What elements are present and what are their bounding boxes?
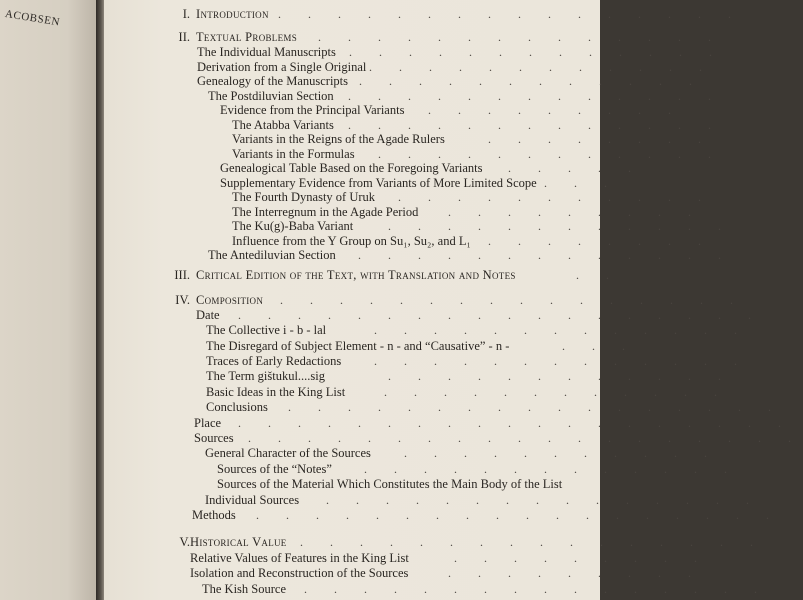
dot-leader: . . . [544,176,619,190]
dot-leader: . . . . . . . . . . . . . . . . [280,293,745,307]
toc-entry: Genealogy of the Manuscripts [197,74,349,88]
section-numeral-iii: III. [174,268,190,282]
dot-leader: . . . . . . . . . [454,551,709,565]
section-title-critical-edition: Critical Edition of the Text, with Translation and Notes [196,268,516,282]
section-numeral-ii: II. [178,30,190,44]
toc-entry: The Fourth Dynasty of Uruk [232,190,376,204]
toc-entry: The Disregard of Subject Element - n - and “Causative” - n - [206,339,510,353]
dot-leader: . . . . . . . . . . . . . . . . . . . [248,431,803,445]
dot-leader: . . . . . . . . . . . . [378,147,723,161]
toc-entry: The Ku(g)-Baba Variant [232,219,354,233]
toc-entry: The Term gištukul....sig [206,369,326,383]
dot-leader: . . . [562,339,637,353]
toc-entry: Place [194,416,222,430]
dot-leader: . . . . . . . . . . . . . . . . [278,7,743,21]
toc-entry: General Character of the Sources [205,446,371,460]
toc-entry: The Kish Source [202,582,287,596]
toc-entry: The Interregnum in the Agade Period [232,205,419,219]
dot-leader: . . . . . . . . . [448,566,703,580]
toc-entry: Isolation and Reconstruction of the Sources [190,566,409,580]
section-numeral-iv: IV. [175,293,190,307]
section-numeral-i: I. [182,7,190,21]
toc-entry: The Postdiluvian Section [208,89,334,103]
book-gutter [96,0,104,600]
dot-leader: . . . . . . . . . . . . . [374,323,749,337]
toc-entry: Traces of Early Redactions [206,354,342,368]
dot-leader: . . . . . . . . . . . . . . . [288,30,723,44]
toc-entry: Methods [192,508,236,522]
toc-entry: Conclusions [206,400,268,414]
toc-entry: The Atabba Variants [232,118,334,132]
left-page [0,0,96,600]
section-title-composition: Composition [196,293,264,307]
dot-leader: . . . . . . . . . . . . [388,369,733,383]
dot-leader: . . . . . . . . . . . . . . . . . [288,400,783,414]
dot-leader: . . . . . . . . . . . . [388,219,733,233]
toc-entry: The Antediluvian Section [208,248,336,262]
dot-leader: . . . . . [508,161,643,175]
dot-leader: . . . . . . . . . . . [398,190,713,204]
toc-entry: Individual Sources [205,493,300,507]
section-numeral-v: V. [179,535,190,549]
dot-leader: . . . . . . . . . [428,103,683,117]
dot-leader: . . [576,268,621,282]
dot-leader: . . . . . . . . . . . . . . . . . . [238,308,763,322]
dot-leader: . . . . . . . . . . . . . [374,354,749,368]
dot-leader: . . . . . . . . . . . . . [364,462,739,476]
section-title-textual-problems: Textual Problems [196,30,298,44]
dot-leader: . . . . . . . . . . . . . [358,248,733,262]
toc-entry: Genealogical Table Based on the Foregoing Variants [220,161,483,175]
running-head: ACOBSEN [4,8,61,29]
toc-entry: Relative Values of Features in the King List [190,551,409,565]
toc-entry: Sources of the Material Which Constitutes the Main Body of the List [217,477,563,491]
dot-leader: . . . . . . . . . . . . . . . . . . . [238,416,793,430]
toc-entry: Basic Ideas in the King List [206,385,346,399]
dot-leader: . . . . . . . . . . . . . . . . [300,535,765,549]
toc-entry: Evidence from the Principal Variants [220,103,405,117]
toc-entry: Sources of the “Notes” [217,462,332,476]
dot-leader: . . . . . . . . . . . . . . . . [304,582,769,596]
dot-leader: . . . . . . . . . . . . . [348,118,723,132]
toc-entry: Date [196,308,220,322]
dot-leader: . . . . . . . . [488,234,713,248]
toc-entry: Derivation from a Single Original [197,60,367,74]
toc-entry: The Individual Manuscripts [197,45,336,59]
toc-entry: Variants in the Reigns of the Agade Rulers [232,132,445,146]
dot-leader: . . . . . . . . . . . . [369,60,714,74]
toc-entry: Supplementary Evidence from Variants of More Limited Scope [220,176,537,190]
dot-leader: . . . . . . . . . . . . . . . . . . [256,508,781,522]
toc-entry: Sources [194,431,234,445]
section-title-introduction: Introduction [196,7,269,21]
dot-leader: . . . . . . . . . . . . . [348,89,723,103]
dot-leader: . . . . . . . . . . . . . . . [326,493,761,507]
section-title-historical-value: Historical Value [190,535,287,549]
table-of-contents-page [104,0,803,600]
toc-entry: Variants in the Formulas [232,147,355,161]
dot-leader: . . . . . . . . [488,132,713,146]
toc-entry: The Collective i - b - lal [206,323,327,337]
dot-leader: . . . . . . . . . . . . [384,385,729,399]
dot-leader: . . . . . . . . . [448,205,703,219]
dot-leader: . . . . . . . . . . . . . [349,45,724,59]
dot-leader: . . . . . . . . . . . . [359,74,704,88]
dot-leader: . . . . . . . . . . . [404,446,719,460]
toc-entry: Influence from the Y Group on Su₁, Su₂, and L₁ [232,234,471,248]
